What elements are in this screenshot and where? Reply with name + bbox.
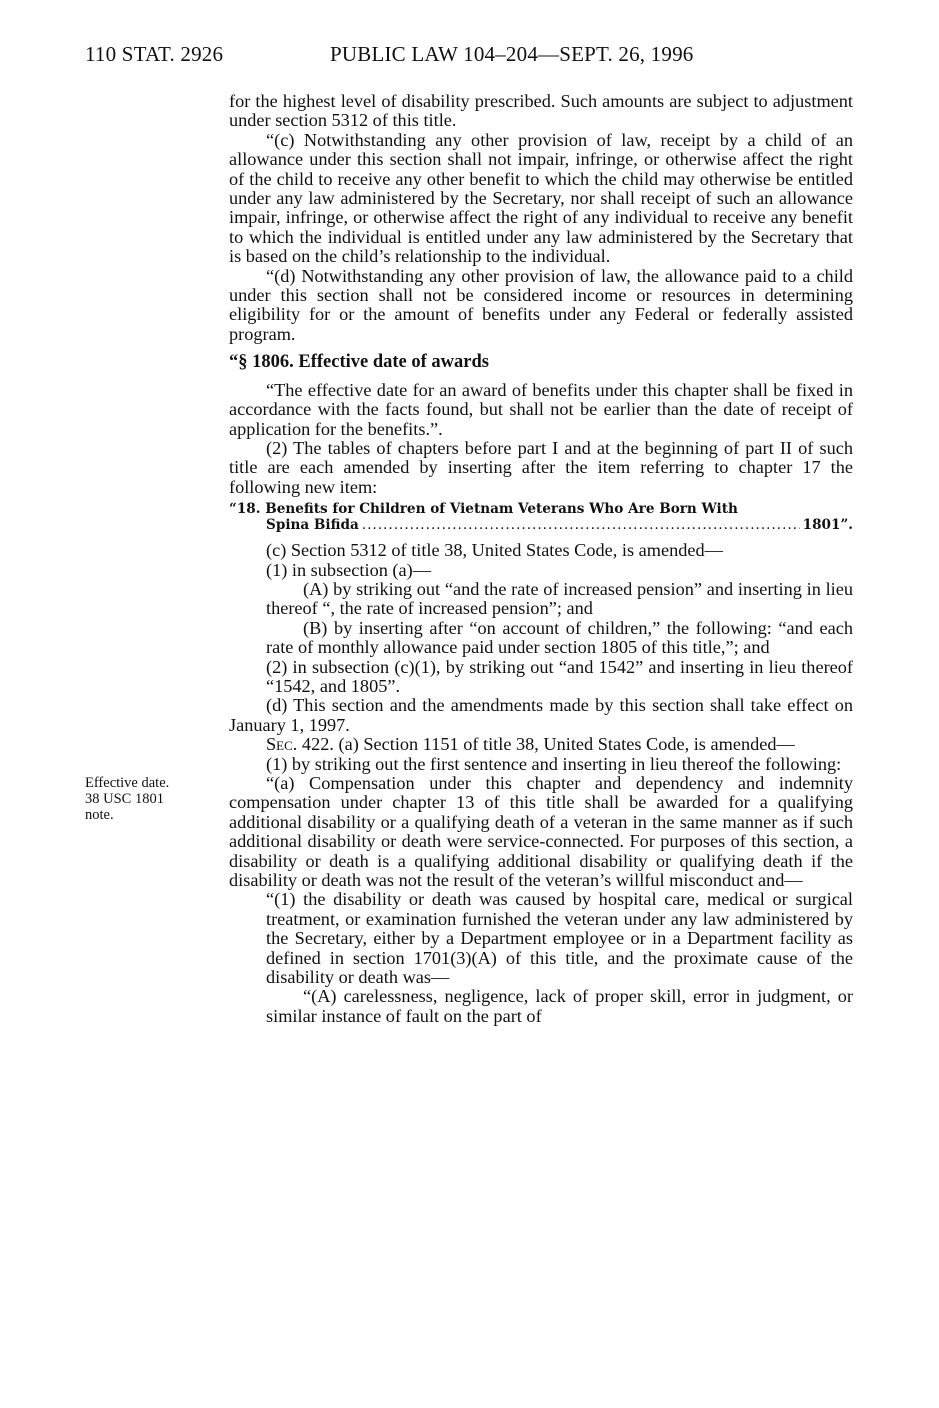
paragraph: (2) in subsection (c)(1), by striking out “and 1542” and inserting in lieu thereof “1542, and 1805”. [266,656,853,696]
margin-note [85,775,205,823]
paragraph: (1) in subsection (a)— [266,559,431,580]
toc-line: “18. Benefits for Children of Vietnam Veterans Who Are Born With [229,501,738,518]
paragraph: “(A) carelessness, negligence, lack of proper skill, error in judgment, or similar instance of fault on the part of [266,986,853,1026]
statute-body [229,92,853,1026]
toc-line [266,517,853,533]
paragraph: “(1) the disability or death was caused by hospital care, medical or surgical treatment, or examination furnished the veteran under any law administered by the Secretary, either by a Department employee or in a Department facility as defined in section 1701(3)(A) of this title, and the proximate cause of the disability or death was— [266,889,853,988]
paragraph: (B) by inserting after “on account of children,” the following: “and each rate of monthly allowance paid under section 1805 of this title,”; and [266,617,853,658]
paragraph [229,735,853,754]
section-text: 422. (a) Section 1151 of title 38, United States Code, is amended— [297,734,795,755]
table-of-chapters-item [229,501,853,533]
public-law-reference: PUBLIC LAW 104–204—SEPT. 26, 1996 [330,42,694,66]
paragraph: for the highest level of disability prescribed. Such amounts are subject to adjustment under section 5312 of this title. [229,91,853,131]
paragraph: (c) Section 5312 of title 38, United States Code, is amended— [266,540,723,561]
paragraph: “(a) Compensation under this chapter and dependency and indemnity compensation under chapter 13 of this title shall be awarded for a qualifying additional disability or a qualifying death of a veteran in the same manner as if such additional disability or death were service-connected. For purposes of this section, a disability or death is a qualifying additional disability or qualifying death if the disability or death was not the result of the veteran’s willful misconduct and— [229,773,853,891]
toc-leader [362,517,800,533]
paragraph: (A) by striking out “and the rate of increased pension” and inserting in lieu thereof “, the rate of increased pension”; and [266,578,853,619]
paragraph: “(c) Notwithstanding any other provision of law, receipt by a child of an allowance under this section shall not impair, infringe, or otherwise affect the right of the child to receive any other benefit to which the child may otherwise be entitled under any law administered by the Secretary, nor shall receipt of such an allowance impair, infringe, or otherwise affect the right of any individual to receive any benefit to which the individual is entitled under any law administered by the Secretary that is based on the child’s relationship to the individual. [229,129,853,267]
toc-title-cont: Spina Bifida [266,517,359,534]
paragraph: (d) This section and the amendments made by this section shall take effect on January 1, 1997. [229,695,853,735]
stat-reference: 110 STAT. 2926 [85,42,224,66]
paragraph: (1) by striking out the first sentence and inserting in lieu thereof the following: [266,753,842,774]
margin-note-line: Effective date. [85,775,170,791]
margin-note-line: note. [85,807,114,823]
toc-page: 1801”. [802,517,853,534]
section-heading: “§ 1806. Effective date of awards [229,352,489,373]
paragraph: (2) The tables of chapters before part I and at the beginning of part II of such title are each amended by inserting after the item referring to chapter 17 the following new item: [229,437,853,497]
margin-note-line: 38 USC 1801 [85,791,164,807]
section-label: Sec. [266,734,298,755]
page-header [85,42,845,68]
paragraph: “The effective date for an award of benefits under this chapter shall be fixed in accordance with the facts found, but shall not be earlier than the date of receipt of application for the benefits.”. [229,379,853,439]
paragraph: “(d) Notwithstanding any other provision of law, the allowance paid to a child under this section shall not be considered income or resources in determining eligibility for or the amount of benefits under any Federal or federally assisted program. [229,265,853,344]
